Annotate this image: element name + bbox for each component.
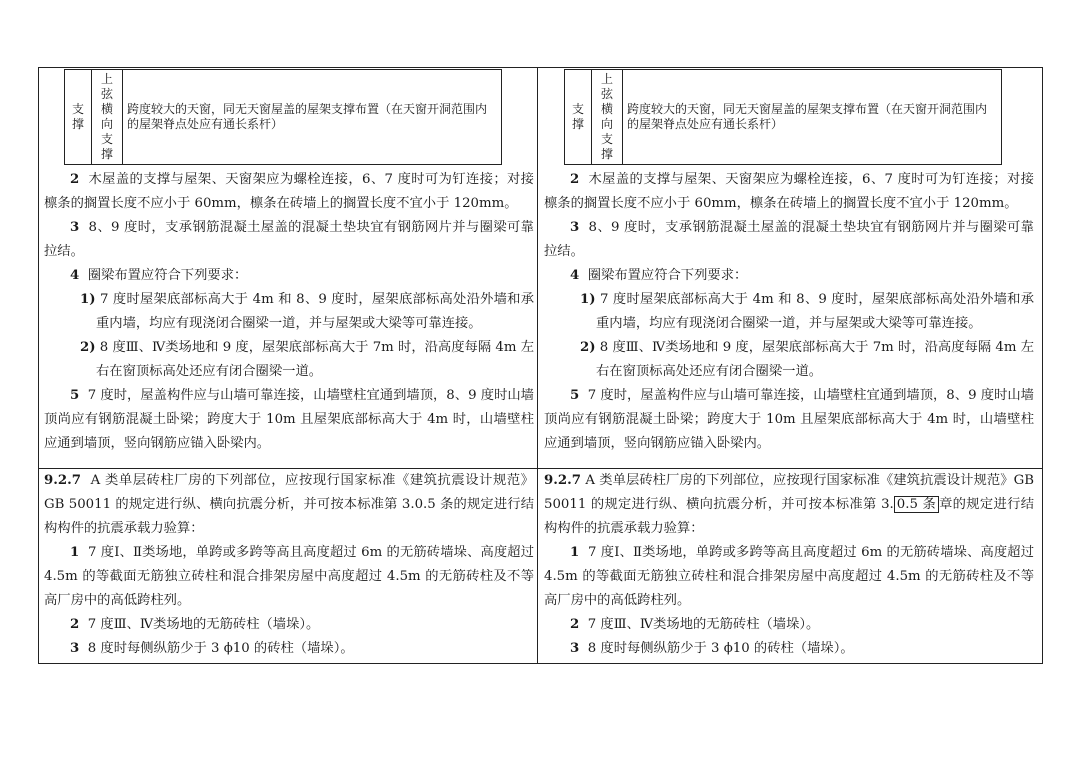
paragraph: [44, 637, 534, 661]
item-number: 5: [570, 388, 580, 403]
left-column: [44, 68, 534, 456]
paragraph-text: 7 度Ⅲ、Ⅳ类场地的无筋砖柱（墙垛）。: [587, 617, 820, 632]
column-divider: [537, 68, 538, 663]
document-page: [38, 67, 1043, 664]
item-number: 2): [80, 340, 96, 355]
paragraph-text: 木屋盖的支撑与屋架、天窗架应为螺栓连接，6、7 度时可为钉连接；对接檩条的搁置长度不应小于 60mm，檩条在砖墙上的搁置长度不宜小于 120mm。: [544, 172, 1034, 211]
right-section-927: [544, 469, 1034, 661]
table-cell-support: 支撑: [565, 70, 592, 165]
clause-paragraph: [544, 469, 1034, 541]
paragraph: [544, 384, 1034, 456]
table-cell-support: 支撑: [65, 70, 92, 165]
table-cell-description: 跨度较大的天窗，同无天窗屋盖的屋架支撑布置（在天窗开洞范围内的屋架脊点处应有通长系杆）: [623, 70, 1002, 165]
paragraph-text: A 类单层砖柱厂房的下列部位，应按现行国家标准《建筑抗震设计规范》GB 50011 的规定进行纵、横向抗震分析，并可按本标准第 3.0.5 条的规定进行结构构件的抗震承载力验算：: [44, 473, 534, 536]
sub-paragraph: [544, 336, 1034, 384]
item-number: 3: [570, 641, 580, 656]
paragraph-text: 8 度时每侧纵筋少于 3 ϕ10 的砖柱（墙垛）。: [87, 641, 354, 656]
paragraph: [44, 613, 534, 637]
paragraph: [544, 637, 1034, 661]
item-number: 5: [70, 388, 80, 403]
highlighted-revision: 0.5 条: [894, 496, 939, 513]
paragraph: [544, 264, 1034, 288]
item-number: 4: [70, 268, 80, 283]
paragraph: [544, 613, 1034, 637]
paragraph-text: 7 度Ⅰ、Ⅱ类场地，单跨或多跨等高且高度超过 6m 的无筋砖墙垛、高度超过 4.5m 的等截面无筋独立砖柱和混合排架房屋中高度超过 4.5m 的无筋砖柱及不等高厂房中的高低跨柱列。: [544, 545, 1034, 608]
sub-paragraph: [44, 288, 534, 336]
table-cell-bracing: 上弦横向支撑: [592, 70, 623, 165]
paragraph-text: 8、9 度时，支承钢筋混凝土屋盖的混凝土垫块宜有钢筋网片并与圈梁可靠拉结。: [544, 220, 1034, 259]
right-column: [544, 68, 1034, 456]
item-number: 2): [580, 340, 596, 355]
table-cell-description: 跨度较大的天窗，同无天窗屋盖的屋架支撑布置（在天窗开洞范围内的屋架脊点处应有通长系杆）: [123, 70, 502, 165]
paragraph-text: 圈梁布置应符合下列要求：: [87, 268, 248, 283]
item-number: 2: [570, 172, 580, 187]
paragraph-text: 7 度时，屋盖构件应与山墙可靠连接，山墙壁柱宜通到墙顶，8、9 度时山墙顶尚应有钢筋混凝土卧梁；跨度大于 10m 且屋架底部标高大于 4m 时，山墙壁柱应通到墙顶，竖向钢筋应锚入卧梁内。: [544, 388, 1034, 451]
right-support-table: [564, 69, 1002, 165]
paragraph-text: 7 度Ⅰ、Ⅱ类场地，单跨或多跨等高且高度超过 6m 的无筋砖墙垛、高度超过 4.5m 的等截面无筋独立砖柱和混合排架房屋中高度超过 4.5m 的无筋砖柱及不等高厂房中的高低跨柱列。: [44, 545, 534, 608]
paragraph-text: 7 度时屋架底部标高大于 4m 和 8、9 度时，屋架底部标高处沿外墙和承重内墙，均应有现浇闭合圈梁一道，并与屋架或大梁等可靠连接。: [596, 292, 1034, 331]
left-section-927: [44, 469, 534, 661]
paragraph: [44, 541, 534, 613]
item-number: 2: [70, 617, 80, 632]
clause-number: 9.2.7: [44, 473, 82, 488]
paragraph: [544, 541, 1034, 613]
item-number: 1: [70, 545, 80, 560]
sub-paragraph: [544, 288, 1034, 336]
item-number: 2: [570, 617, 580, 632]
paragraph: [544, 216, 1034, 264]
paragraph-text: 7 度Ⅲ、Ⅳ类场地的无筋砖柱（墙垛）。: [87, 617, 320, 632]
paragraph: [44, 168, 534, 216]
item-number: 3: [70, 220, 80, 235]
paragraph: [44, 384, 534, 456]
item-number: 3: [70, 641, 80, 656]
paragraph-text: 8 度时每侧纵筋少于 3 ϕ10 的砖柱（墙垛）。: [587, 641, 854, 656]
paragraph-text: 木屋盖的支撑与屋架、天窗架应为螺栓连接，6、7 度时可为钉连接；对接檩条的搁置长度不应小于 60mm，檩条在砖墙上的搁置长度不宜小于 120mm。: [44, 172, 534, 211]
item-number: 4: [570, 268, 580, 283]
clause-paragraph: [44, 469, 534, 541]
paragraph-text: 8 度Ⅲ、Ⅳ类场地和 9 度，屋架底部标高大于 7m 时，沿高度每隔 4m 左右在窗顶标高处还应有闭合圈梁一道。: [596, 340, 1035, 379]
paragraph-text: 7 度时，屋盖构件应与山墙可靠连接，山墙壁柱宜通到墙顶，8、9 度时山墙顶尚应有钢筋混凝土卧梁；跨度大于 10m 且屋架底部标高大于 4m 时，山墙壁柱应通到墙顶，竖向钢筋应锚入卧梁内。: [44, 388, 534, 451]
paragraph-text: 8 度Ⅲ、Ⅳ类场地和 9 度，屋架底部标高大于 7m 时，沿高度每隔 4m 左右在窗顶标高处还应有闭合圈梁一道。: [96, 340, 535, 379]
paragraph-text: A 类单层砖柱厂房的下列部位，应按现行国家标准《建筑抗震设计规范》GB 50011 的规定进行纵、横向抗震分析，并可按本标准第 3.: [544, 473, 1034, 512]
paragraph: [44, 216, 534, 264]
paragraph: [44, 264, 534, 288]
paragraph-text: 7 度时屋架底部标高大于 4m 和 8、9 度时，屋架底部标高处沿外墙和承重内墙，均应有现浇闭合圈梁一道，并与屋架或大梁等可靠连接。: [96, 292, 534, 331]
sub-paragraph: [44, 336, 534, 384]
paragraph: [544, 168, 1034, 216]
paragraph-text: 章的规定进行结构构件的抗震承载力验算：: [544, 497, 1035, 536]
clause-number: 9.2.7: [544, 473, 582, 488]
item-number: 2: [70, 172, 80, 187]
paragraph-text: 8、9 度时，支承钢筋混凝土屋盖的混凝土垫块宜有钢筋网片并与圈梁可靠拉结。: [44, 220, 534, 259]
item-number: 1: [570, 545, 580, 560]
table-cell-bracing: 上弦横向支撑: [92, 70, 123, 165]
left-support-table: [64, 69, 502, 165]
paragraph-text: 圈梁布置应符合下列要求：: [587, 268, 748, 283]
item-number: 1): [580, 292, 596, 307]
item-number: 1): [80, 292, 96, 307]
item-number: 3: [570, 220, 580, 235]
